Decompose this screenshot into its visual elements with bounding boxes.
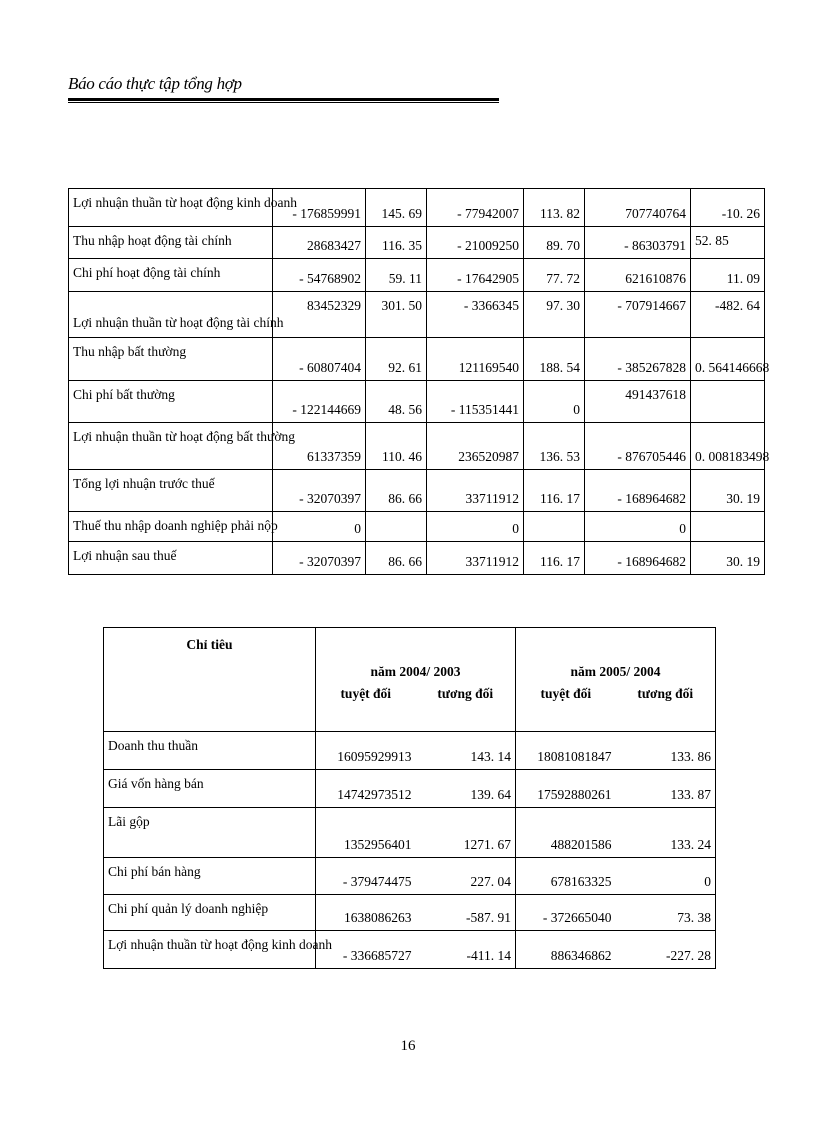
table-cell: -227. 28 [616, 931, 716, 969]
table-cell: - 60807404 [273, 338, 366, 381]
table-cell [691, 512, 765, 542]
header-relative-1: tương đối [416, 682, 516, 732]
table-cell: 0. 008183498 [691, 423, 765, 470]
table-cell: 0 [585, 512, 691, 542]
table-cell: 301. 50 [366, 292, 427, 338]
table-cell: 116. 17 [524, 470, 585, 512]
table-cell: 113. 82 [524, 189, 585, 227]
table-cell: 33711912 [427, 542, 524, 575]
table-cell: 1638086263 [316, 895, 416, 931]
table-cell: 188. 54 [524, 338, 585, 381]
table-cell: 86. 66 [366, 542, 427, 575]
row-label: Lợi nhuận thuần từ hoạt động kinh doanh [69, 189, 273, 227]
table-cell: 52. 85 [691, 227, 765, 259]
table-cell: 886346862 [516, 931, 616, 969]
table-cell: -482. 64 [691, 292, 765, 338]
table-cell: 86. 66 [366, 470, 427, 512]
table-cell: -587. 91 [416, 895, 516, 931]
table-cell: -411. 14 [416, 931, 516, 969]
table-row [69, 338, 765, 381]
table-cell: 33711912 [427, 470, 524, 512]
table-cell: - 876705446 [585, 423, 691, 470]
table-cell: 0 [427, 512, 524, 542]
header-relative-2: tương đối [616, 682, 716, 732]
table-cell: 77. 72 [524, 259, 585, 292]
table-row [104, 858, 716, 895]
table-cell: - 707914667 [585, 292, 691, 338]
table-cell: 145. 69 [366, 189, 427, 227]
table-cell: 61337359 [273, 423, 366, 470]
row-label: Chi phí bất thường [69, 381, 273, 423]
page-number: 16 [400, 1038, 416, 1054]
table-cell: 116. 17 [524, 542, 585, 575]
table-row [104, 770, 716, 808]
table-cell: 136. 53 [524, 423, 585, 470]
table-cell: 133. 86 [616, 732, 716, 770]
table-cell: 678163325 [516, 858, 616, 895]
row-label: Thu nhập bất thường [69, 338, 273, 381]
table-row [69, 423, 765, 470]
table-cell: 1352956401 [316, 808, 416, 858]
table-row [104, 895, 716, 931]
table-row [104, 808, 716, 858]
table-cell: 18081081847 [516, 732, 616, 770]
table-cell: 83452329 [273, 292, 366, 338]
table-cell: 121169540 [427, 338, 524, 381]
table-cell: - 54768902 [273, 259, 366, 292]
table-row [69, 227, 765, 259]
table-cell: - 86303791 [585, 227, 691, 259]
table-cell: - 17642905 [427, 259, 524, 292]
table-cell: - 336685727 [316, 931, 416, 969]
table-cell: - 32070397 [273, 470, 366, 512]
row-label: Chi phí hoạt động tài chính [69, 259, 273, 292]
row-label: Lợi nhuận sau thuế [69, 542, 273, 575]
table-cell: 491437618 [585, 381, 691, 423]
table-cell: -10. 26 [691, 189, 765, 227]
table-row [104, 931, 716, 969]
table-cell: 621610876 [585, 259, 691, 292]
table-cell: - 168964682 [585, 542, 691, 575]
table-row [69, 542, 765, 575]
row-label: Giá vốn hàng bán [104, 770, 316, 808]
row-label: Chi phí bán hàng [104, 858, 316, 895]
table-cell: - 3366345 [427, 292, 524, 338]
row-label: Lãi gộp [104, 808, 316, 858]
table-cell: 14742973512 [316, 770, 416, 808]
table-cell: 143. 14 [416, 732, 516, 770]
table-cell: 0 [273, 512, 366, 542]
table-cell: 1271. 67 [416, 808, 516, 858]
table-cell: - 77942007 [427, 189, 524, 227]
table-cell: 133. 87 [616, 770, 716, 808]
header-absolute-1: tuyệt đối [316, 682, 416, 732]
table-cell: - 385267828 [585, 338, 691, 381]
table-row [69, 189, 765, 227]
table-cell: 707740764 [585, 189, 691, 227]
table-cell [691, 381, 765, 423]
table-row [69, 381, 765, 423]
row-label: Lợi nhuận thuần từ hoạt động kinh doanh [104, 931, 316, 969]
table-row [69, 470, 765, 512]
table-cell: 0 [616, 858, 716, 895]
table-cell: 110. 46 [366, 423, 427, 470]
header-rule [68, 98, 499, 101]
table-cell: 11. 09 [691, 259, 765, 292]
table-cell: 236520987 [427, 423, 524, 470]
table-cell: 97. 30 [524, 292, 585, 338]
table-row [69, 292, 765, 338]
table-cell: - 372665040 [516, 895, 616, 931]
business-results-table [103, 627, 716, 969]
table-row [104, 732, 716, 770]
header-absolute-2: tuyệt đối [516, 682, 616, 732]
table-row [69, 259, 765, 292]
table-cell: 0 [524, 381, 585, 423]
header-indicator: Chỉ tiêu [104, 628, 316, 732]
table-cell: 116. 35 [366, 227, 427, 259]
table-cell: 133. 24 [616, 808, 716, 858]
row-label: Lợi nhuận thuần từ hoạt động bất thường [69, 423, 273, 470]
table-cell: 89. 70 [524, 227, 585, 259]
table-cell: - 168964682 [585, 470, 691, 512]
row-label: Thu nhập hoạt động tài chính [69, 227, 273, 259]
table-cell [524, 512, 585, 542]
row-label: Doanh thu thuần [104, 732, 316, 770]
table-cell: - 122144669 [273, 381, 366, 423]
table-cell: 30. 19 [691, 542, 765, 575]
table-cell: 92. 61 [366, 338, 427, 381]
table-cell: 73. 38 [616, 895, 716, 931]
table-cell: 227. 04 [416, 858, 516, 895]
table-cell: - 379474475 [316, 858, 416, 895]
table-cell: 48. 56 [366, 381, 427, 423]
row-label: Tổng lợi nhuận trước thuế [69, 470, 273, 512]
row-label: Chi phí quản lý doanh nghiệp [104, 895, 316, 931]
table-cell: 488201586 [516, 808, 616, 858]
table-cell: 28683427 [273, 227, 366, 259]
table-row [69, 512, 765, 542]
table-cell: 30. 19 [691, 470, 765, 512]
header-rule-thin [68, 102, 499, 103]
table-cell: - 176859991 [273, 189, 366, 227]
header-period-2004-2003: năm 2004/ 2003 [316, 628, 516, 682]
table-cell: 0. 564146668 [691, 338, 765, 381]
table-cell: 59. 11 [366, 259, 427, 292]
header-period-2005-2004: năm 2005/ 2004 [516, 628, 716, 682]
table-cell: - 21009250 [427, 227, 524, 259]
table-cell [366, 512, 427, 542]
table-cell: 139. 64 [416, 770, 516, 808]
row-label: Lợi nhuận thuần từ hoạt động tài chính [69, 292, 273, 338]
document-header-title: Báo cáo thực tập tổng hợp [68, 74, 242, 93]
profit-comparison-table [68, 188, 770, 575]
table-cell: - 115351441 [427, 381, 524, 423]
row-label: Thuế thu nhập doanh nghiệp phải nộp [69, 512, 273, 542]
table-cell: 16095929913 [316, 732, 416, 770]
table-cell: 17592880261 [516, 770, 616, 808]
table-cell: - 32070397 [273, 542, 366, 575]
